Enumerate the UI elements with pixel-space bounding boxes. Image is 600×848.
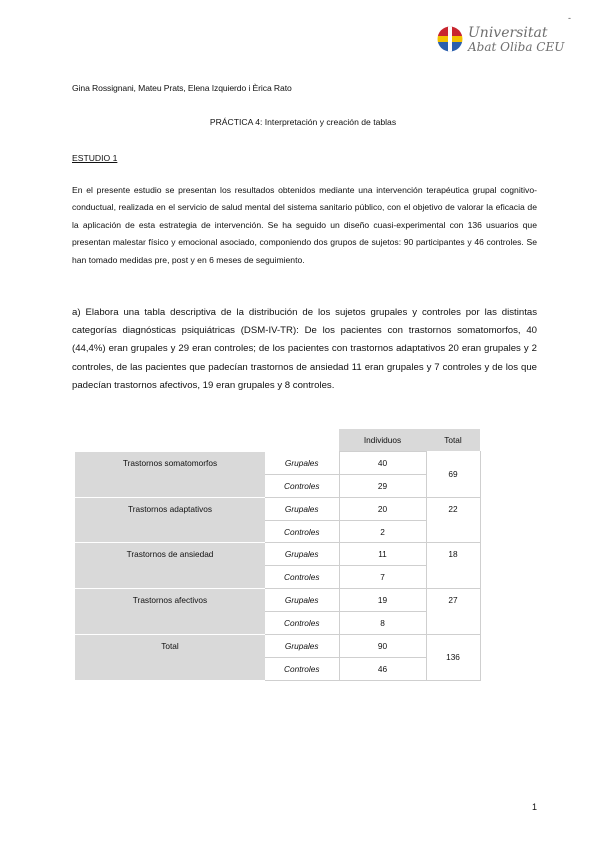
group-label-grupales: Grupales: [265, 635, 339, 658]
group-label-grupales: Grupales: [265, 589, 339, 612]
group-label-controles: Controles: [265, 657, 339, 680]
table-row: [75, 589, 480, 612]
group-label-controles: Controles: [265, 520, 339, 543]
study-intro-paragraph: En el presente estudio se presentan los resultados obtenidos mediante una intervención terapéutica grupal cognitivo-conductual, realizada en el servicio de salud mental del sistema sanitario público, con el objetivo de valorar la eficacia de la aplicación de esta estrategia de intervención. Se ha seguido un diseño cuasi-experimental con 136 usuarios que presentan malestar físico y emocional asociado, componiendo dos grupos de sujetos: 90 participantes y 46 controles. Se han tomado medidas pre, post y en 6 meses de seguimiento.: [72, 185, 537, 265]
category-cell: Trastornos adaptativos: [75, 497, 265, 543]
total-cell: 69: [426, 451, 480, 497]
table-row: [75, 635, 480, 658]
value-controles: 8: [339, 612, 426, 635]
table-row: [75, 543, 480, 566]
category-cell: Trastornos de ansiedad: [75, 543, 265, 589]
value-controles: 29: [339, 474, 426, 497]
document-title: PRÁCTICA 4: Interpretación y creación de tablas: [209, 117, 397, 127]
value-grupales: 90: [339, 635, 426, 658]
group-label-controles: Controles: [265, 474, 339, 497]
authors: Gina Rossignani, Mateu Prats, Elena Izquierdo i Èrica Rato: [72, 83, 292, 93]
value-controles: 2: [339, 520, 426, 543]
total-cell: 18: [426, 543, 480, 589]
group-label-grupales: Grupales: [265, 497, 339, 520]
page-number: 1: [532, 802, 538, 812]
total-cell: 27: [426, 589, 480, 635]
logo-emblem-icon: [437, 26, 463, 52]
university-logo: [437, 26, 564, 54]
category-cell: Trastornos somatomorfos: [75, 451, 265, 497]
logo-name-line2: Abat Oliba CEU: [468, 40, 565, 54]
table-row: [75, 451, 480, 474]
table-row: [75, 497, 480, 520]
distribution-table: [75, 429, 481, 681]
logo-name-line1: Universitat: [468, 25, 548, 41]
category-cell: Total: [75, 635, 265, 681]
group-label-controles: Controles: [265, 566, 339, 589]
value-controles: 7: [339, 566, 426, 589]
value-grupales: 40: [339, 451, 426, 474]
value-grupales: 20: [339, 497, 426, 520]
group-label-controles: Controles: [265, 612, 339, 635]
header-individuos: Individuos: [339, 429, 426, 451]
value-controles: 46: [339, 657, 426, 680]
question-paragraph: a) Elabora una tabla descriptiva de la distribución de los sujetos grupales y controles por las distintas categorías diagnósticas psiquiátricas (DSM-IV-TR): De los pacientes con trastornos somatomorfos, 40 (44,4%) eran grupales y 29 eran controles; de los pacientes con trastornos adaptativos 20 eran grupales y 2 controles, de las pacientes que padecían trastornos de ansiedad 11 eran grupales y 7 controles y de los que padecían trastornos afectivos, 19 eran grupales y 8 controles.: [72, 307, 537, 391]
table-header-row: [75, 429, 480, 451]
total-cell: 22: [426, 497, 480, 543]
group-label-grupales: Grupales: [265, 543, 339, 566]
value-grupales: 11: [339, 543, 426, 566]
category-cell: Trastornos afectivos: [75, 589, 265, 635]
study-heading: ESTUDIO 1: [72, 153, 118, 163]
total-cell: 136: [426, 635, 480, 681]
group-label-grupales: Grupales: [265, 451, 339, 474]
corner-mark: -: [568, 13, 571, 23]
value-grupales: 19: [339, 589, 426, 612]
header-total: Total: [426, 429, 480, 451]
